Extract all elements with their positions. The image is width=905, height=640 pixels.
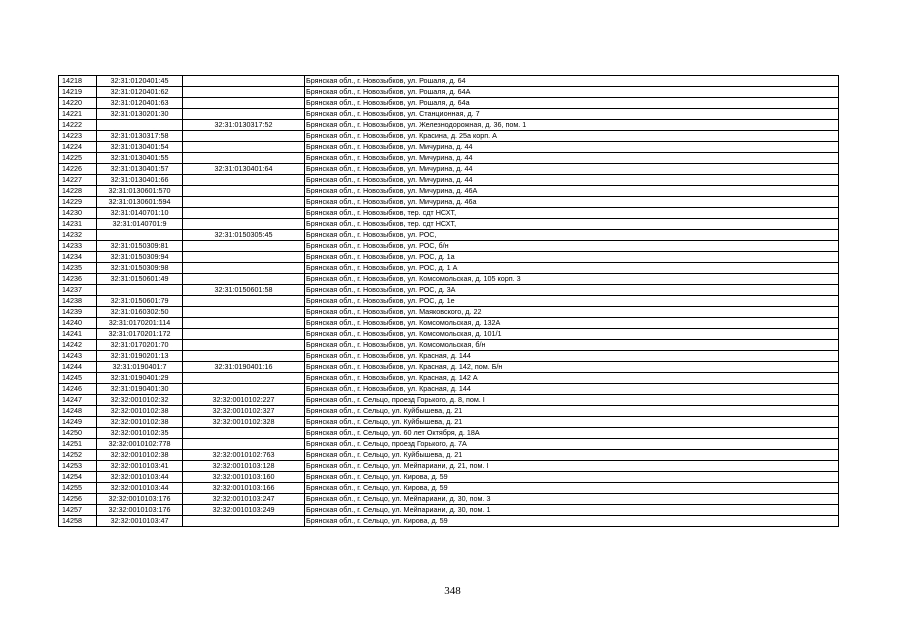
row-number-cell: 14249	[59, 417, 97, 428]
related-cadastral-number-cell	[183, 252, 305, 263]
related-cadastral-number-cell	[183, 274, 305, 285]
address-cell: Брянская обл., г. Сельцо, ул. Кирова, д. 59	[305, 516, 839, 527]
table-row	[59, 406, 839, 417]
cadastral-number-cell: 32:32:0010103:176	[97, 505, 183, 516]
related-cadastral-number-cell: 32:32:0010103:128	[183, 461, 305, 472]
address-cell: Брянская обл., г. Новозыбков, ул. Железнодорожная, д. 36, пом. 1	[305, 120, 839, 131]
cadastral-number-cell: 32:31:0140701:9	[97, 219, 183, 230]
address-cell: Брянская обл., г. Новозыбков, ул. Комсомольская, д. 132А	[305, 318, 839, 329]
related-cadastral-number-cell: 32:32:0010103:166	[183, 483, 305, 494]
row-number-cell: 14226	[59, 164, 97, 175]
cadastral-number-cell: 32:32:0010102:32	[97, 395, 183, 406]
row-number-cell: 14234	[59, 252, 97, 263]
related-cadastral-number-cell	[183, 87, 305, 98]
address-cell: Брянская обл., г. Новозыбков, ул. Красная, д. 142 А	[305, 373, 839, 384]
address-cell: Брянская обл., г. Новозыбков, ул. Маяковского, д. 22	[305, 307, 839, 318]
related-cadastral-number-cell	[183, 153, 305, 164]
address-cell: Брянская обл., г. Новозыбков, ул. Мичурина, д. 44	[305, 164, 839, 175]
address-cell: Брянская обл., г. Сельцо, ул. Мейпариани, д. 21, пом. I	[305, 461, 839, 472]
related-cadastral-number-cell	[183, 296, 305, 307]
cadastral-number-cell	[97, 285, 183, 296]
address-cell: Брянская обл., г. Новозыбков, ул. Красная, д. 144	[305, 384, 839, 395]
related-cadastral-number-cell: 32:32:0010102:328	[183, 417, 305, 428]
row-number-cell: 14241	[59, 329, 97, 340]
related-cadastral-number-cell: 32:31:0150305:45	[183, 230, 305, 241]
cadastral-number-cell: 32:31:0150309:94	[97, 252, 183, 263]
cadastral-number-cell: 32:32:0010102:38	[97, 417, 183, 428]
row-number-cell: 14247	[59, 395, 97, 406]
page-number: 348	[444, 585, 461, 597]
related-cadastral-number-cell: 32:32:0010102:763	[183, 450, 305, 461]
cadastral-number-cell: 32:31:0150601:49	[97, 274, 183, 285]
related-cadastral-number-cell: 32:31:0130317:52	[183, 120, 305, 131]
cadastral-number-cell: 32:31:0130401:54	[97, 142, 183, 153]
row-number-cell: 14257	[59, 505, 97, 516]
cadastral-number-cell: 32:31:0190201:13	[97, 351, 183, 362]
cadastral-number-cell	[97, 230, 183, 241]
table-row	[59, 175, 839, 186]
table-row	[59, 98, 839, 109]
row-number-cell: 14246	[59, 384, 97, 395]
cadastral-number-cell: 32:32:0010102:35	[97, 428, 183, 439]
address-cell: Брянская обл., г. Сельцо, проезд Горького, д. 8, пом. I	[305, 395, 839, 406]
row-number-cell: 14242	[59, 340, 97, 351]
table-row	[59, 87, 839, 98]
cadastral-number-cell: 32:31:0150309:98	[97, 263, 183, 274]
cadastral-number-cell: 32:32:0010103:176	[97, 494, 183, 505]
related-cadastral-number-cell	[183, 142, 305, 153]
row-number-cell: 14256	[59, 494, 97, 505]
address-cell: Брянская обл., г. Сельцо, ул. Мейпариани, д. 30, пом. 3	[305, 494, 839, 505]
cadastral-number-cell: 32:31:0190401:7	[97, 362, 183, 373]
row-number-cell: 14218	[59, 76, 97, 87]
table-row	[59, 439, 839, 450]
address-cell: Брянская обл., г. Новозыбков, ул. РОС,	[305, 230, 839, 241]
cadastral-number-cell: 32:32:0010103:44	[97, 472, 183, 483]
related-cadastral-number-cell	[183, 131, 305, 142]
row-number-cell: 14250	[59, 428, 97, 439]
table-row	[59, 516, 839, 527]
table-row	[59, 450, 839, 461]
related-cadastral-number-cell	[183, 318, 305, 329]
cadastral-number-cell: 32:32:0010103:47	[97, 516, 183, 527]
cadastral-number-cell	[97, 120, 183, 131]
row-number-cell: 14220	[59, 98, 97, 109]
cadastral-number-cell: 32:31:0130601:570	[97, 186, 183, 197]
cadastral-number-cell: 32:31:0120401:45	[97, 76, 183, 87]
table-row	[59, 109, 839, 120]
table-row	[59, 505, 839, 516]
address-cell: Брянская обл., г. Сельцо, ул. Куйбышева, д. 21	[305, 406, 839, 417]
related-cadastral-number-cell	[183, 109, 305, 120]
address-cell: Брянская обл., г. Новозыбков, ул. Комсомольская, д. 105 корп. 3	[305, 274, 839, 285]
cadastral-number-cell: 32:31:0170201:172	[97, 329, 183, 340]
row-number-cell: 14243	[59, 351, 97, 362]
related-cadastral-number-cell	[183, 373, 305, 384]
row-number-cell: 14253	[59, 461, 97, 472]
cadastral-number-cell: 32:31:0160302:50	[97, 307, 183, 318]
row-number-cell: 14225	[59, 153, 97, 164]
related-cadastral-number-cell: 32:32:0010103:247	[183, 494, 305, 505]
cadastral-number-cell: 32:31:0130601:594	[97, 197, 183, 208]
address-cell: Брянская обл., г. Новозыбков, ул. Красная, д. 144	[305, 351, 839, 362]
table-row	[59, 351, 839, 362]
table-row	[59, 120, 839, 131]
related-cadastral-number-cell	[183, 307, 305, 318]
table-row	[59, 131, 839, 142]
cadastral-number-cell: 32:32:0010103:41	[97, 461, 183, 472]
row-number-cell: 14235	[59, 263, 97, 274]
related-cadastral-number-cell	[183, 208, 305, 219]
row-number-cell: 14239	[59, 307, 97, 318]
cadastral-number-cell: 32:32:0010102:778	[97, 439, 183, 450]
cadastral-number-cell: 32:31:0120401:63	[97, 98, 183, 109]
cadastral-number-cell: 32:31:0170201:114	[97, 318, 183, 329]
row-number-cell: 14237	[59, 285, 97, 296]
row-number-cell: 14252	[59, 450, 97, 461]
row-number-cell: 14223	[59, 131, 97, 142]
address-cell: Брянская обл., г. Новозыбков, ул. РОС, б/н	[305, 241, 839, 252]
row-number-cell: 14227	[59, 175, 97, 186]
address-cell: Брянская обл., г. Новозыбков, ул. Рошаля, д. 64	[305, 76, 839, 87]
row-number-cell: 14244	[59, 362, 97, 373]
table-row	[59, 318, 839, 329]
address-cell: Брянская обл., г. Новозыбков, тер. сдт НСХТ,	[305, 219, 839, 230]
cadastral-number-cell: 32:31:0130401:57	[97, 164, 183, 175]
table-row	[59, 285, 839, 296]
cadastral-number-cell: 32:32:0010102:38	[97, 406, 183, 417]
related-cadastral-number-cell	[183, 175, 305, 186]
address-cell: Брянская обл., г. Сельцо, проезд Горького, д. 7А	[305, 439, 839, 450]
registry-table	[58, 75, 839, 527]
related-cadastral-number-cell	[183, 76, 305, 87]
table-row	[59, 186, 839, 197]
related-cadastral-number-cell: 32:32:0010103:249	[183, 505, 305, 516]
table-row	[59, 263, 839, 274]
cadastral-number-cell: 32:31:0130401:55	[97, 153, 183, 164]
row-number-cell: 14258	[59, 516, 97, 527]
address-cell: Брянская обл., г. Новозыбков, ул. Станционная, д. 7	[305, 109, 839, 120]
table-row	[59, 274, 839, 285]
table-row	[59, 76, 839, 87]
row-number-cell: 14238	[59, 296, 97, 307]
table-row	[59, 307, 839, 318]
row-number-cell: 14219	[59, 87, 97, 98]
row-number-cell: 14236	[59, 274, 97, 285]
related-cadastral-number-cell	[183, 439, 305, 450]
address-cell: Брянская обл., г. Новозыбков, ул. РОС, д. 3А	[305, 285, 839, 296]
cadastral-number-cell: 32:31:0190401:30	[97, 384, 183, 395]
related-cadastral-number-cell	[183, 98, 305, 109]
table-row	[59, 197, 839, 208]
related-cadastral-number-cell	[183, 197, 305, 208]
related-cadastral-number-cell	[183, 384, 305, 395]
address-cell: Брянская обл., г. Новозыбков, ул. РОС, д. 1е	[305, 296, 839, 307]
related-cadastral-number-cell: 32:31:0190401:16	[183, 362, 305, 373]
related-cadastral-number-cell: 32:32:0010103:160	[183, 472, 305, 483]
address-cell: Брянская обл., г. Новозыбков, ул. Рошаля, д. 64А	[305, 87, 839, 98]
address-cell: Брянская обл., г. Сельцо, ул. 60 лет Октября, д. 18А	[305, 428, 839, 439]
cadastral-number-cell: 32:31:0120401:62	[97, 87, 183, 98]
table-row	[59, 340, 839, 351]
address-cell: Брянская обл., г. Сельцо, ул. Куйбышева, д. 21	[305, 417, 839, 428]
row-number-cell: 14230	[59, 208, 97, 219]
table-row	[59, 241, 839, 252]
address-cell: Брянская обл., г. Новозыбков, ул. Мичурина, д. 44	[305, 153, 839, 164]
table-row	[59, 164, 839, 175]
row-number-cell: 14240	[59, 318, 97, 329]
address-cell: Брянская обл., г. Сельцо, ул. Кирова, д. 59	[305, 472, 839, 483]
address-cell: Брянская обл., г. Сельцо, ул. Мейпариани, д. 30, пом. 1	[305, 505, 839, 516]
table-row	[59, 483, 839, 494]
table-row	[59, 472, 839, 483]
row-number-cell: 14229	[59, 197, 97, 208]
table-row	[59, 494, 839, 505]
address-cell: Брянская обл., г. Сельцо, ул. Куйбышева, д. 21	[305, 450, 839, 461]
table-row	[59, 362, 839, 373]
address-cell: Брянская обл., г. Новозыбков, ул. Красная, д. 142, пом. Б/н	[305, 362, 839, 373]
address-cell: Брянская обл., г. Новозыбков, ул. РОС, д. 1 А	[305, 263, 839, 274]
cadastral-number-cell: 32:32:0010102:38	[97, 450, 183, 461]
table-row	[59, 142, 839, 153]
address-cell: Брянская обл., г. Новозыбков, ул. РОС, д. 1а	[305, 252, 839, 263]
table-row	[59, 296, 839, 307]
table-body	[59, 76, 839, 527]
row-number-cell: 14232	[59, 230, 97, 241]
related-cadastral-number-cell	[183, 516, 305, 527]
row-number-cell: 14245	[59, 373, 97, 384]
cadastral-number-cell: 32:31:0170201:70	[97, 340, 183, 351]
row-number-cell: 14251	[59, 439, 97, 450]
related-cadastral-number-cell: 32:31:0150601:58	[183, 285, 305, 296]
cadastral-number-cell: 32:31:0150601:79	[97, 296, 183, 307]
cadastral-number-cell: 32:31:0150309:81	[97, 241, 183, 252]
address-cell: Брянская обл., г. Новозыбков, ул. Комсомольская, б/н	[305, 340, 839, 351]
related-cadastral-number-cell	[183, 428, 305, 439]
related-cadastral-number-cell	[183, 340, 305, 351]
related-cadastral-number-cell: 32:32:0010102:227	[183, 395, 305, 406]
address-cell: Брянская обл., г. Новозыбков, ул. Мичурина, д. 44	[305, 175, 839, 186]
row-number-cell: 14254	[59, 472, 97, 483]
table-row	[59, 428, 839, 439]
related-cadastral-number-cell: 32:31:0130401:64	[183, 164, 305, 175]
address-cell: Брянская обл., г. Новозыбков, ул. Рошаля, д. 64а	[305, 98, 839, 109]
related-cadastral-number-cell	[183, 241, 305, 252]
table-row	[59, 219, 839, 230]
row-number-cell: 14224	[59, 142, 97, 153]
cadastral-number-cell: 32:31:0130201:30	[97, 109, 183, 120]
table-row	[59, 153, 839, 164]
table-row	[59, 384, 839, 395]
related-cadastral-number-cell	[183, 329, 305, 340]
row-number-cell: 14221	[59, 109, 97, 120]
related-cadastral-number-cell	[183, 263, 305, 274]
table-row	[59, 329, 839, 340]
cadastral-number-cell: 32:32:0010103:44	[97, 483, 183, 494]
cadastral-number-cell: 32:31:0130317:58	[97, 131, 183, 142]
table-row	[59, 252, 839, 263]
address-cell: Брянская обл., г. Новозыбков, тер. сдт НСХТ,	[305, 208, 839, 219]
table-row	[59, 373, 839, 384]
table-row	[59, 230, 839, 241]
table-row	[59, 395, 839, 406]
address-cell: Брянская обл., г. Новозыбков, ул. Красина, д. 25а корп. А	[305, 131, 839, 142]
address-cell: Брянская обл., г. Сельцо, ул. Кирова, д. 59	[305, 483, 839, 494]
cadastral-number-cell: 32:31:0190401:29	[97, 373, 183, 384]
row-number-cell: 14231	[59, 219, 97, 230]
related-cadastral-number-cell	[183, 186, 305, 197]
row-number-cell: 14233	[59, 241, 97, 252]
row-number-cell: 14255	[59, 483, 97, 494]
address-cell: Брянская обл., г. Новозыбков, ул. Мичурина, д. 46а	[305, 197, 839, 208]
table-row	[59, 461, 839, 472]
related-cadastral-number-cell	[183, 219, 305, 230]
address-cell: Брянская обл., г. Новозыбков, ул. Мичурина, д. 44	[305, 142, 839, 153]
table-row	[59, 417, 839, 428]
cadastral-number-cell: 32:31:0130401:66	[97, 175, 183, 186]
row-number-cell: 14248	[59, 406, 97, 417]
row-number-cell: 14228	[59, 186, 97, 197]
table-row	[59, 208, 839, 219]
address-cell: Брянская обл., г. Новозыбков, ул. Комсомольская, д. 101/1	[305, 329, 839, 340]
row-number-cell: 14222	[59, 120, 97, 131]
related-cadastral-number-cell: 32:32:0010102:327	[183, 406, 305, 417]
cadastral-number-cell: 32:31:0140701:10	[97, 208, 183, 219]
related-cadastral-number-cell	[183, 351, 305, 362]
address-cell: Брянская обл., г. Новозыбков, ул. Мичурина, д. 46А	[305, 186, 839, 197]
